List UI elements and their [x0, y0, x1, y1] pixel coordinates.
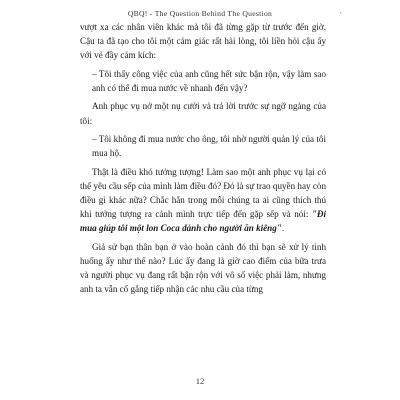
paragraph-2-dialog: – Tôi thấy công việc của anh cũng hết sức bận rộn, vậy làm sao anh có thể đi mua nước về nhanh đến vậy?: [92, 68, 326, 93]
paragraph-5-end: .: [281, 223, 285, 234]
paragraph-3: Anh phục vụ nở một nụ cười và trả lời trước sự ngỡ ngàng của tôi:: [80, 101, 326, 126]
paragraph-6: Giả sử bạn thân bạn ở vào hoàn cảnh đó thì bạn sẽ xử lý tình huống ấy như thế nào? Lúc ấy đang là giờ cao điểm của bữa trưa và người phục vụ đang rất bận rộn với vô số việc phải làm, nhưng anh ta vẫn cố gắng tiếp nhận các nhu cầu của từng: [80, 241, 326, 295]
paragraph-5: [80, 165, 326, 236]
body-text: [80, 20, 326, 301]
paragraph-5-text: Thật là điều khó tưởng tượng! Làm sao một anh phục vụ lại có thể yêu cầu sếp của mình làm điều đó? Đó là sự trao quyền hay còn điều gì khác nữa? Chắc hẳn trong mỗi chúng ta ai cũng thích thú khi tưởng tượng ra cảnh mình trực tiếp đến gặp sếp và nói:: [80, 166, 326, 220]
paragraph-5-quote: "Đi mua giúp tôi một lon Coca dành cho người ăn kiêng": [80, 209, 326, 234]
paragraph-4-dialog: – Tôi không đi mua nước cho ông, tôi nhờ người quản lý của tôi mua hộ.: [92, 133, 326, 159]
paragraph-1: vượt xa các nhân viên khác mà tôi đã từng gặp từ trước đến giờ. Cậu ta đã tạo cho tôi một cảm giác rất hài lòng, tôi liền hỏi cậu ấy với vẻ đầy cảm kích:: [80, 22, 326, 61]
page-number: 12: [195, 376, 205, 386]
header-mark: ·: [339, 9, 342, 18]
running-header: QBQ! - The Question Behind The Question: [127, 8, 273, 18]
